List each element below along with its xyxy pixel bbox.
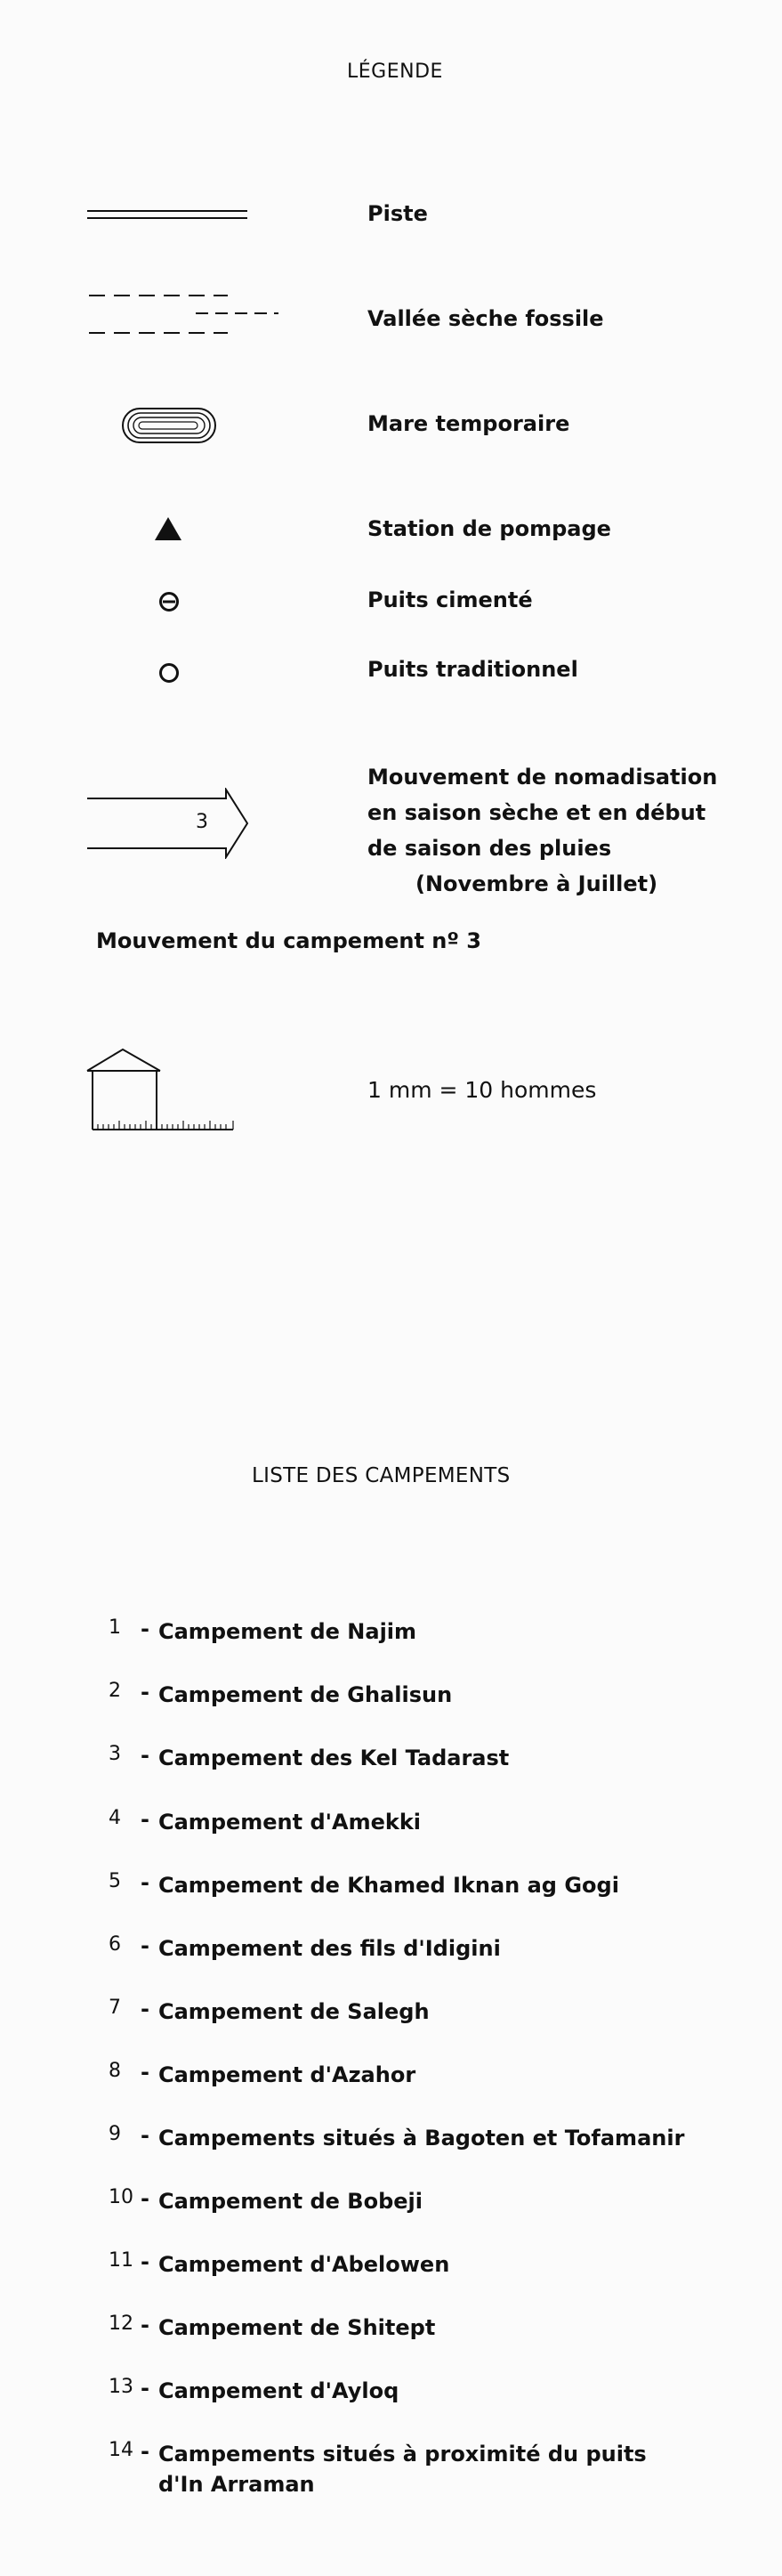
legend-label-traditional-well: Puits traditionnel xyxy=(367,657,578,682)
list-item-dash: - xyxy=(141,2123,149,2148)
list-item-number: 4 xyxy=(109,1807,121,1829)
list-item-dash: - xyxy=(141,1933,149,1958)
list-item xyxy=(109,2186,728,2216)
movement-line: en saison sèche et en début xyxy=(367,800,706,825)
list-item-text: Campement des fils d'Idigini xyxy=(158,1936,501,1961)
list-item xyxy=(109,1680,728,1710)
list-item-number: 1 xyxy=(109,1616,121,1639)
triangle-icon xyxy=(155,516,183,541)
list-item-dash: - xyxy=(141,2313,149,2337)
list-item-dash: - xyxy=(141,1870,149,1895)
legend-label-fossil-valley: Vallée sèche fossile xyxy=(367,306,604,331)
list-item-dash: - xyxy=(141,2249,149,2274)
list-item xyxy=(109,2439,657,2499)
list-item xyxy=(109,1807,728,1837)
list-item-text: Campement d'Ayloq xyxy=(158,2378,399,2403)
list-item-text: Campements situés à Bagoten et Tofamanir xyxy=(158,2126,685,2151)
cemented-well-icon xyxy=(158,591,180,612)
legend-label-cemented-well: Puits cimenté xyxy=(367,587,533,612)
scale-label: 1 mm = 10 hommes xyxy=(367,1077,597,1103)
list-item xyxy=(109,1933,728,1964)
list-item xyxy=(109,2249,728,2280)
list-item-text: Campement de Khamed Iknan ag Gogi xyxy=(158,1873,619,1898)
list-item-number: 13 xyxy=(109,2376,133,2398)
list-item-dash: - xyxy=(141,2376,149,2401)
movement-line: de saison des pluies xyxy=(367,836,612,861)
temporary-pond-symbol xyxy=(121,406,219,445)
list-item-text: Campement d'Azahor xyxy=(158,2062,416,2087)
list-item xyxy=(109,2376,728,2406)
arrow-icon xyxy=(87,788,256,859)
legend-label-temporary-pond: Mare temporaire xyxy=(367,411,570,436)
list-item xyxy=(109,1870,728,1900)
list-item-dash: - xyxy=(141,1616,149,1641)
movement-arrow-number: 3 xyxy=(196,811,208,833)
list-item-text: Campement de Shitept xyxy=(158,2315,436,2340)
movement-line: (Novembre à Juillet) xyxy=(415,871,658,896)
movement-line: Mouvement de nomadisation xyxy=(367,765,718,790)
legend-title: LÉGENDE xyxy=(347,61,443,83)
list-item-dash: - xyxy=(141,2439,149,2464)
list-item-number: 11 xyxy=(109,2249,133,2272)
list-item-number: 10 xyxy=(109,2186,133,2208)
list-item-number: 2 xyxy=(109,1680,121,1702)
list-item-number: 6 xyxy=(109,1933,121,1956)
list-item-number: 8 xyxy=(109,2060,121,2082)
list-item-text: Campement de Bobeji xyxy=(158,2189,423,2214)
list-item xyxy=(109,1743,728,1773)
list-item xyxy=(109,2313,728,2343)
list-item-number: 7 xyxy=(109,1997,121,2019)
movement-description xyxy=(367,759,717,902)
list-item-number: 5 xyxy=(109,1870,121,1892)
list-item xyxy=(109,2060,728,2090)
movement-caption: Mouvement du campement nº 3 xyxy=(96,928,481,953)
list-item-dash: - xyxy=(141,2186,149,2211)
list-item-text: Campements situés à proximité du puits d'In Arraman xyxy=(158,2442,647,2497)
campements-title: LISTE DES CAMPEMENTS xyxy=(252,1464,511,1487)
list-item-dash: - xyxy=(141,1807,149,1832)
list-item-dash: - xyxy=(141,1743,149,1768)
list-item-text: Campement d'Amekki xyxy=(158,1810,422,1835)
legend-label-pumping-station: Station de pompage xyxy=(367,516,611,541)
legend-label-piste: Piste xyxy=(367,201,428,226)
list-item-number: 3 xyxy=(109,1743,121,1765)
list-item-number: 14 xyxy=(109,2439,133,2461)
list-item-dash: - xyxy=(141,1997,149,2021)
circle-icon xyxy=(158,662,180,684)
piste-symbol xyxy=(87,207,252,224)
fossil-valley-symbol xyxy=(87,290,283,344)
list-item-number: 9 xyxy=(109,2123,121,2145)
list-item-dash: - xyxy=(141,2060,149,2085)
list-item-dash: - xyxy=(141,1680,149,1705)
list-item-text: Campement de Salegh xyxy=(158,1999,430,2024)
list-item-text: Campement des Kel Tadarast xyxy=(158,1746,510,1770)
list-item xyxy=(109,1997,728,2027)
list-item-number: 12 xyxy=(109,2313,133,2335)
list-item-text: Campement d'Abelowen xyxy=(158,2252,450,2277)
list-item xyxy=(109,1616,728,1647)
house-scale-icon xyxy=(87,1046,238,1135)
list-item-text: Campement de Ghalisun xyxy=(158,1682,453,1707)
list-item xyxy=(109,2123,728,2153)
movement-arrow xyxy=(87,788,256,859)
list-item-text: Campement de Najim xyxy=(158,1619,417,1644)
